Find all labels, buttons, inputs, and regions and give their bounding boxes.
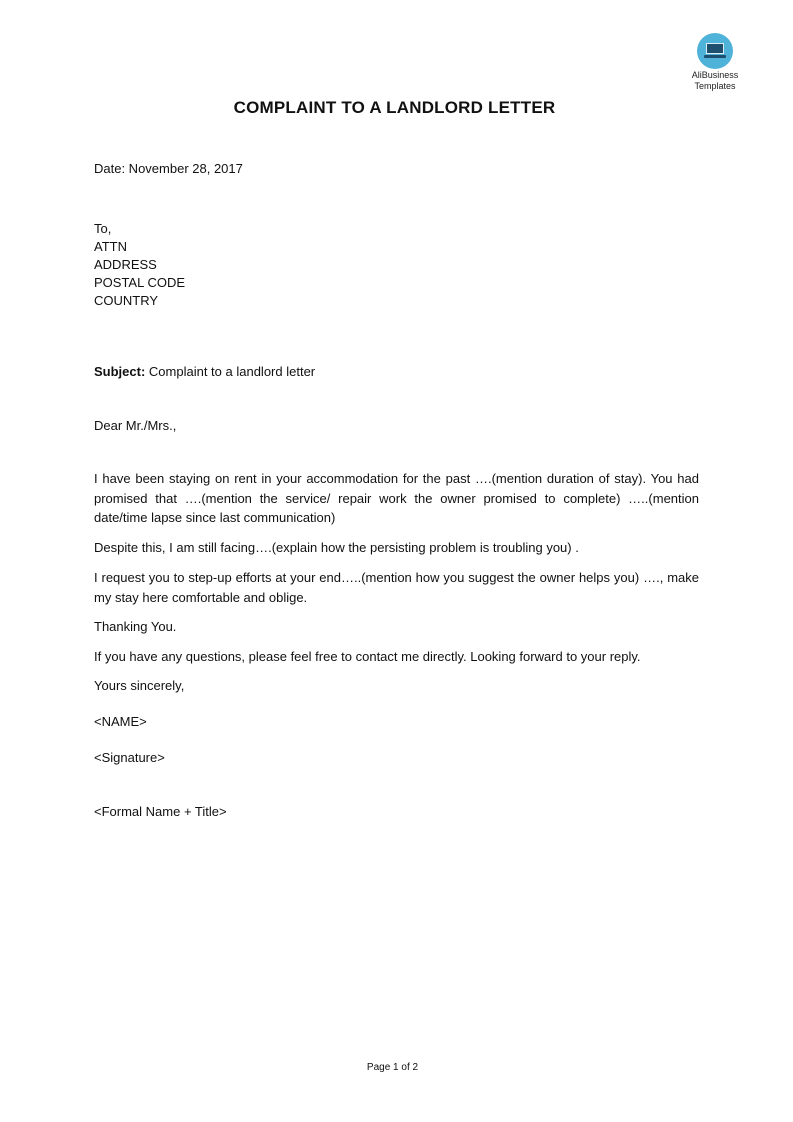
address-to: To, bbox=[94, 221, 112, 236]
body-paragraph-4: Thanking You. bbox=[94, 619, 177, 634]
subject-label: Subject: bbox=[94, 364, 146, 379]
closing-name: <NAME> bbox=[94, 714, 147, 729]
address-country: COUNTRY bbox=[94, 293, 159, 308]
letter-title: COMPLAINT TO A LANDLORD LETTER bbox=[233, 98, 556, 117]
page-number: Page 1 of 2 bbox=[366, 1062, 419, 1073]
company-logo bbox=[689, 33, 741, 91]
subject-line bbox=[94, 363, 315, 381]
address-line: ADDRESS bbox=[94, 257, 157, 272]
closing-signature: <Signature> bbox=[94, 750, 165, 765]
body-paragraph-2: Despite this, I am still facing….(explain how the persisting problem is troubling you) . bbox=[94, 540, 579, 555]
body-paragraph-5: If you have any questions, please feel free to contact me directly. Looking forward to your reply. bbox=[94, 649, 641, 664]
salutation: Dear Mr./Mrs., bbox=[94, 418, 177, 433]
body-paragraph-1: I have been staying on rent in your accommodation for the past ….(mention duration of stay). You had promised that ….(mention the service/ repair work the owner promised to complete) …..(mention date/time lapse since last communication) bbox=[94, 471, 699, 525]
body-paragraph-3: I request you to step-up efforts at your end…..(mention how you suggest the owner helps you) …., make my stay here comfortable and oblige. bbox=[94, 570, 699, 605]
address-attn: ATTN bbox=[94, 239, 127, 254]
closing-yours: Yours sincerely, bbox=[94, 678, 185, 693]
logo-line-1: AliBusiness bbox=[691, 70, 739, 80]
subject-text: Complaint to a landlord letter bbox=[148, 364, 316, 379]
laptop-icon bbox=[697, 33, 733, 69]
logo-line-2: Templates bbox=[694, 81, 736, 91]
closing-formal-name: <Formal Name + Title> bbox=[94, 804, 227, 819]
address-postal-code: POSTAL CODE bbox=[94, 275, 186, 290]
date-line: Date: November 28, 2017 bbox=[94, 161, 243, 176]
